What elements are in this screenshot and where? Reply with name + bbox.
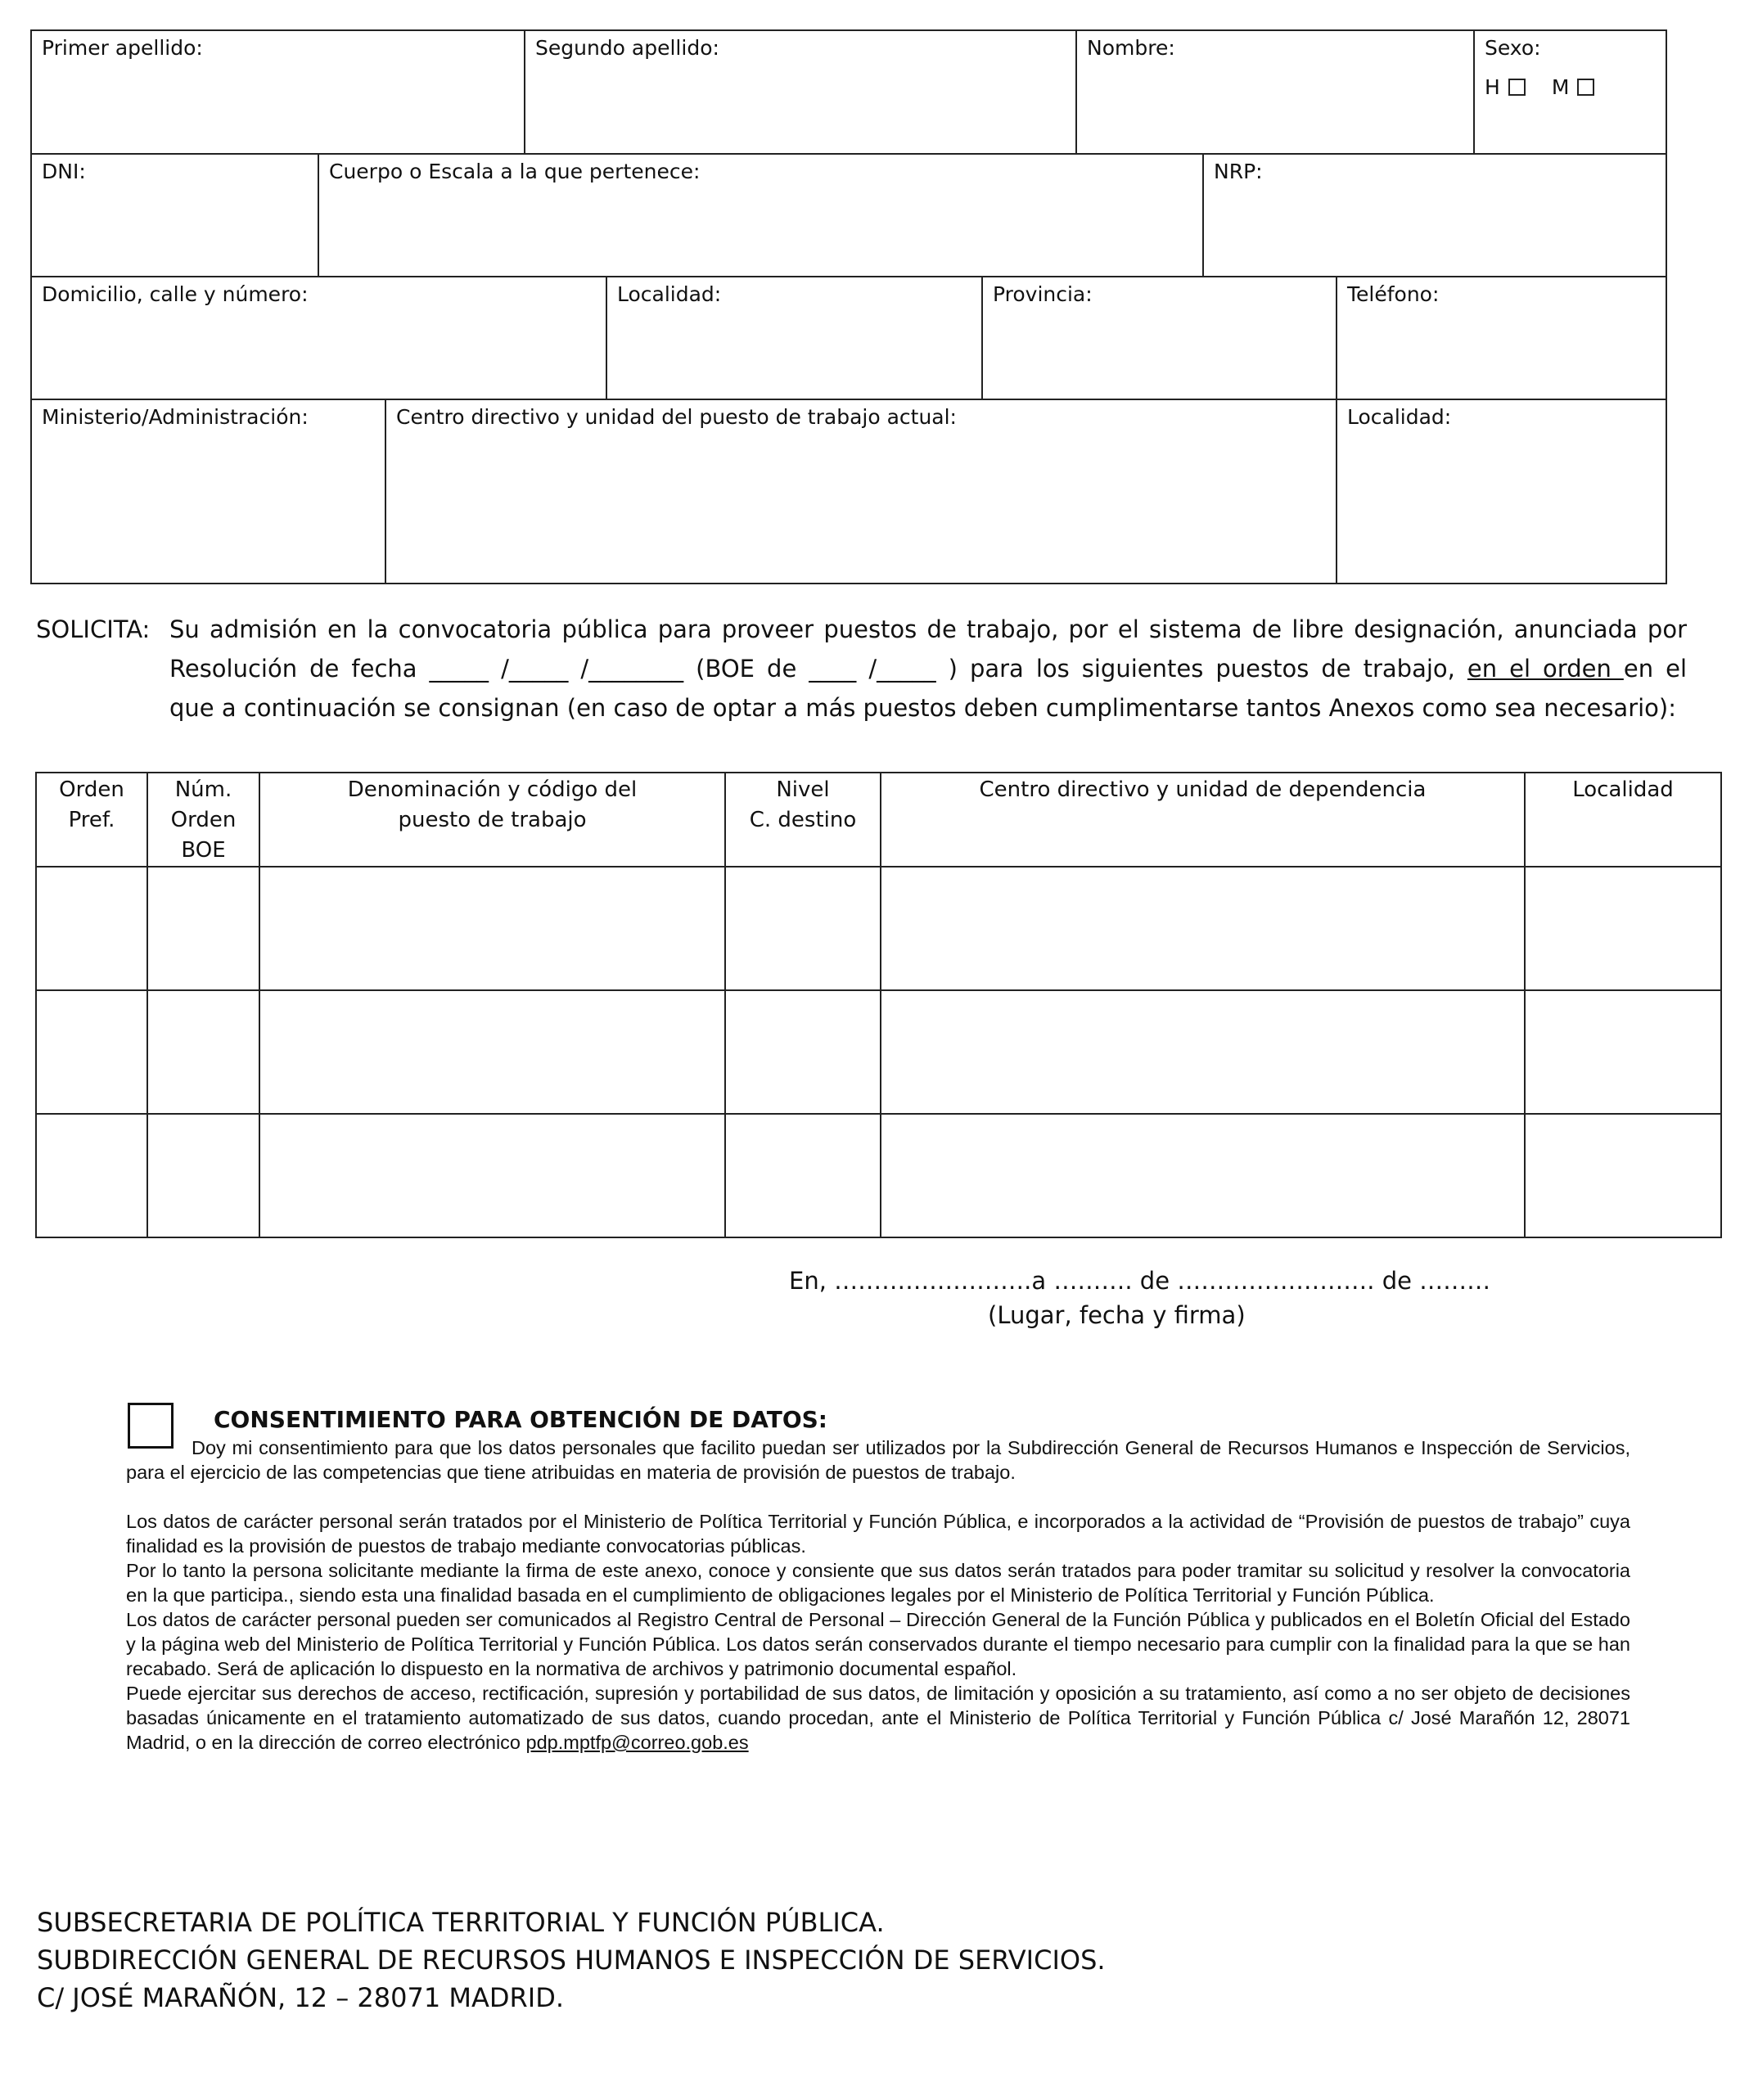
solicita-line-1: Su admisión en la convocatoria pública para proveer puestos de trabajo, por el sistema de libre designación, anunciada por — [169, 615, 1687, 643]
table-cell[interactable] — [147, 867, 259, 990]
footer-address — [37, 1904, 1106, 2017]
table-cell[interactable] — [36, 1114, 147, 1237]
sexo-h-label: H — [1485, 75, 1500, 99]
header-line: Denominación y código del — [347, 777, 638, 802]
posts-table — [35, 772, 1722, 1238]
privacy-paragraph — [126, 1681, 1630, 1755]
field-centro-directivo[interactable] — [386, 400, 1337, 584]
field-sexo — [1475, 31, 1667, 153]
privacy-paragraph: Los datos de carácter personal pueden ser comunicados al Registro Central de Personal – Dirección General de la Función Pública y publicados en el Boletín Oficial del Estado y la página web del Ministerio de Política Territorial y Función Pública. Los datos serán conservados durante el tiempo necesario para cumplir con la finalidad para la que se han recabado. Será de aplicación lo dispuesto en la normativa de archivos y patrimonio documental español. — [126, 1609, 1630, 1679]
table-cell[interactable] — [1525, 1114, 1721, 1237]
field-label: Ministerio/Administración: — [42, 405, 309, 429]
table-cell[interactable] — [259, 990, 725, 1114]
solicita-keyword: SOLICITA: — [36, 615, 151, 643]
field-label: Primer apellido: — [42, 36, 203, 60]
form-row-workplace — [32, 400, 1666, 584]
field-label: Sexo: — [1485, 36, 1541, 60]
field-ministerio[interactable] — [32, 400, 386, 584]
field-nombre[interactable] — [1077, 31, 1475, 153]
field-provincia[interactable] — [983, 277, 1337, 399]
field-label: Localidad: — [1347, 405, 1452, 429]
contact-email-link[interactable]: pdp.mptfp@correo.gob.es — [525, 1732, 749, 1753]
solicita-underlined-order: en el orden — [1467, 655, 1624, 683]
field-label: Localidad: — [617, 282, 722, 306]
sexo-m-checkbox[interactable] — [1577, 79, 1594, 96]
header-line: puesto de trabajo — [398, 808, 587, 832]
sexo-m-label: M — [1551, 75, 1570, 99]
place-date-line: En, …………………….a ………. de ……………………. de ……… — [789, 1267, 1491, 1295]
field-label: Nombre: — [1087, 36, 1175, 60]
table-cell[interactable] — [36, 867, 147, 990]
header-line: Localidad — [1572, 777, 1674, 802]
table-cell[interactable] — [259, 867, 725, 990]
header-localidad — [1525, 773, 1721, 867]
table-cell[interactable] — [36, 990, 147, 1114]
field-label: Teléfono: — [1347, 282, 1440, 306]
posts-table-header — [36, 773, 1721, 867]
rights-text: Puede ejercitar sus derechos de acceso, rectificación, supresión y portabilidad de sus datos, de limitación y oposición a su tratamiento, así como a no ser objeto de decisiones basadas únicamente en el tratamiento automatizado de sus datos, cuando procedan, ante el Ministerio de Política Territorial y Función Pública c/ José Marañón 12, 28071 Madrid, o en la dirección de correo electrónico — [126, 1683, 1630, 1753]
form-row-identity — [32, 155, 1666, 277]
table-cell[interactable] — [1525, 867, 1721, 990]
field-label: Domicilio, calle y número: — [42, 282, 309, 306]
solicita-line-2 — [169, 655, 1687, 683]
header-line: Pref. — [68, 808, 115, 832]
field-primer-apellido[interactable] — [32, 31, 525, 153]
consent-title: CONSENTIMIENTO PARA OBTENCIÓN DE DATOS: — [214, 1406, 827, 1433]
field-localidad[interactable] — [607, 277, 983, 399]
header-centro-directivo — [881, 773, 1525, 867]
header-line: Orden — [170, 808, 237, 832]
privacy-paragraph: Por lo tanto la persona solicitante mediante la firma de este anexo, conoce y consiente que sus datos serán tratados para poder tramitar su solicitud y resolver la convocatoria en la que participa., siendo esta una finalidad basada en el cumplimiento de obligaciones legales por el Ministerio de Política Territorial y Función Pública. — [126, 1560, 1630, 1606]
header-line: Orden — [59, 777, 124, 802]
field-telefono[interactable] — [1337, 277, 1667, 399]
table-cell[interactable] — [1525, 990, 1721, 1114]
field-label: DNI: — [42, 160, 86, 183]
table-cell[interactable] — [147, 990, 259, 1114]
field-segundo-apellido[interactable] — [525, 31, 1077, 153]
solicita-line-3: que a continuación se consignan (en caso de optar a más puestos deben cumplimentarse tantos Anexos como sea necesario): — [169, 694, 1677, 722]
form-row-address — [32, 277, 1666, 400]
header-denominacion — [259, 773, 725, 867]
header-line: BOE — [181, 838, 226, 863]
header-line: Nivel — [776, 777, 830, 802]
place-date-caption: (Lugar, fecha y firma) — [988, 1301, 1246, 1329]
field-dni[interactable] — [32, 155, 319, 276]
footer-line-subdireccion: SUBDIRECCIÓN GENERAL DE RECURSOS HUMANOS E INSPECCIÓN DE SERVICIOS. — [37, 1945, 1106, 1976]
header-line: C. destino — [749, 808, 857, 832]
privacy-paragraph: Los datos de carácter personal serán tratados por el Ministerio de Política Territorial y Función Pública, e incorporados a la actividad de “Provisión de puestos de trabajo” cuya finalidad es la provisión de puestos de trabajo mediante convocatorias públicas. — [126, 1511, 1630, 1557]
table-row — [36, 1114, 1721, 1237]
field-cuerpo-escala[interactable] — [319, 155, 1204, 276]
table-row — [36, 867, 1721, 990]
form-row-names — [32, 31, 1666, 155]
header-line: Núm. — [174, 777, 232, 802]
field-localidad-actual[interactable] — [1337, 400, 1667, 584]
consent-body — [126, 1435, 1630, 1755]
field-label: Provincia: — [993, 282, 1093, 306]
table-cell[interactable] — [725, 990, 881, 1114]
solicita-line-2b: en el — [1623, 655, 1688, 683]
consent-paragraph: Doy mi consentimiento para que los datos personales que facilito puedan ser utilizados por la Subdirección General de Recursos Humanos e Inspección de Servicios, para el ejercicio de las competencias que tiene atribuidas en materia de provisión de puestos de trabajo. — [126, 1437, 1630, 1483]
header-num-orden-boe — [147, 773, 259, 867]
table-cell[interactable] — [147, 1114, 259, 1237]
field-label: Segundo apellido: — [535, 36, 719, 60]
field-domicilio[interactable] — [32, 277, 607, 399]
field-label: Cuerpo o Escala a la que pertenece: — [329, 160, 701, 183]
table-cell[interactable] — [725, 867, 881, 990]
field-label: NRP: — [1214, 160, 1263, 183]
footer-line-address: C/ JOSÉ MARAÑÓN, 12 – 28071 MADRID. — [37, 1982, 565, 2013]
table-cell[interactable] — [259, 1114, 725, 1237]
footer-line-subsecretaria: SUBSECRETARIA DE POLÍTICA TERRITORIAL Y FUNCIÓN PÚBLICA. — [37, 1907, 885, 1938]
table-cell[interactable] — [725, 1114, 881, 1237]
header-nivel — [725, 773, 881, 867]
table-cell[interactable] — [881, 1114, 1525, 1237]
field-label: Centro directivo y unidad del puesto de trabajo actual: — [396, 405, 957, 429]
personal-data-form — [30, 29, 1667, 584]
table-cell[interactable] — [881, 990, 1525, 1114]
solicita-line-2a: Resolución de fecha _____ /_____ /________ (BOE de ____ /_____ ) para los siguientes puestos de trabajo, — [169, 655, 1455, 683]
sexo-options — [1485, 75, 1599, 99]
header-line: Centro directivo y unidad de dependencia — [979, 777, 1427, 802]
field-nrp[interactable] — [1204, 155, 1667, 276]
table-row — [36, 990, 1721, 1114]
sexo-h-checkbox[interactable] — [1508, 79, 1526, 96]
header-orden-pref — [36, 773, 147, 867]
table-cell[interactable] — [881, 867, 1525, 990]
